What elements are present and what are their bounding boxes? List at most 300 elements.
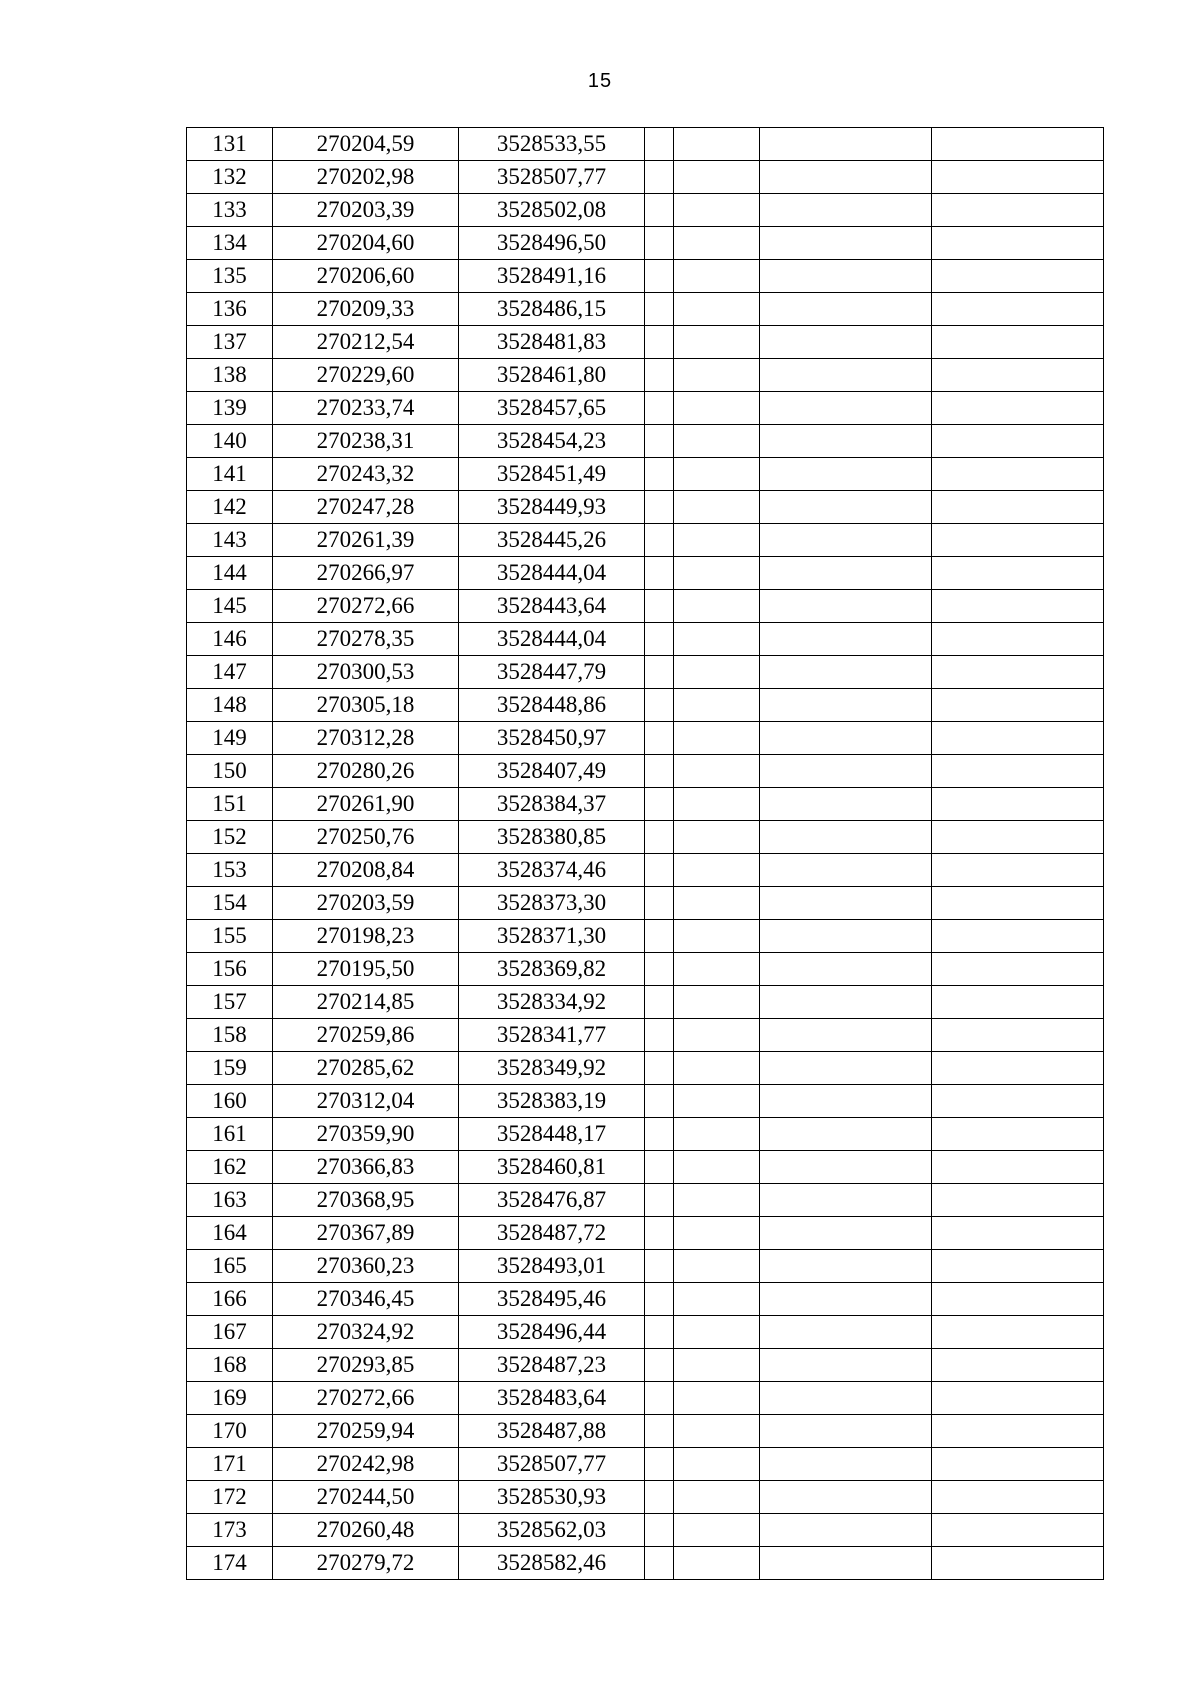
empty-cell [674,1283,760,1316]
empty-cell [760,656,932,689]
point-number-cell: 153 [187,854,273,887]
point-number-cell: 149 [187,722,273,755]
empty-cell [760,1349,932,1382]
table-row [187,590,1104,623]
x-coordinate-cell: 270272,66 [273,1382,459,1415]
empty-cell [932,1019,1104,1052]
x-coordinate-cell: 270259,86 [273,1019,459,1052]
x-coordinate-cell: 270285,62 [273,1052,459,1085]
empty-cell [932,524,1104,557]
point-number-cell: 135 [187,260,273,293]
point-number-cell: 132 [187,161,273,194]
y-coordinate-cell: 3528444,04 [459,557,645,590]
empty-cell [645,920,674,953]
empty-cell [760,1316,932,1349]
empty-cell [674,953,760,986]
point-number-cell: 172 [187,1481,273,1514]
empty-cell [645,1349,674,1382]
empty-cell [674,1349,760,1382]
empty-cell [645,359,674,392]
empty-cell [932,161,1104,194]
point-number-cell: 152 [187,821,273,854]
empty-cell [760,887,932,920]
empty-cell [645,689,674,722]
x-coordinate-cell: 270214,85 [273,986,459,1019]
empty-cell [932,1514,1104,1547]
empty-cell [645,623,674,656]
y-coordinate-cell: 3528450,97 [459,722,645,755]
empty-cell [932,458,1104,491]
empty-cell [674,1250,760,1283]
empty-cell [645,293,674,326]
empty-cell [932,1415,1104,1448]
empty-cell [645,1514,674,1547]
empty-cell [932,1151,1104,1184]
empty-cell [932,392,1104,425]
empty-cell [760,1019,932,1052]
empty-cell [932,293,1104,326]
empty-cell [932,689,1104,722]
table-row [187,392,1104,425]
empty-cell [760,194,932,227]
y-coordinate-cell: 3528454,23 [459,425,645,458]
empty-cell [645,194,674,227]
x-coordinate-cell: 270238,31 [273,425,459,458]
empty-cell [760,722,932,755]
empty-cell [932,1118,1104,1151]
empty-cell [932,326,1104,359]
table-row [187,260,1104,293]
y-coordinate-cell: 3528487,72 [459,1217,645,1250]
empty-cell [645,986,674,1019]
empty-cell [932,953,1104,986]
x-coordinate-cell: 270324,92 [273,1316,459,1349]
empty-cell [760,755,932,788]
point-number-cell: 134 [187,227,273,260]
point-number-cell: 167 [187,1316,273,1349]
empty-cell [932,1283,1104,1316]
empty-cell [645,392,674,425]
empty-cell [645,1118,674,1151]
empty-cell [932,887,1104,920]
empty-cell [674,392,760,425]
empty-cell [645,1184,674,1217]
empty-cell [674,260,760,293]
point-number-cell: 142 [187,491,273,524]
y-coordinate-cell: 3528491,16 [459,260,645,293]
empty-cell [674,1052,760,1085]
point-number-cell: 170 [187,1415,273,1448]
empty-cell [932,1184,1104,1217]
x-coordinate-cell: 270243,32 [273,458,459,491]
x-coordinate-cell: 270242,98 [273,1448,459,1481]
empty-cell [760,1283,932,1316]
empty-cell [674,1118,760,1151]
point-number-cell: 169 [187,1382,273,1415]
x-coordinate-cell: 270280,26 [273,755,459,788]
point-number-cell: 138 [187,359,273,392]
y-coordinate-cell: 3528451,49 [459,458,645,491]
x-coordinate-cell: 270195,50 [273,953,459,986]
empty-cell [932,128,1104,161]
table-row [187,1316,1104,1349]
x-coordinate-cell: 270312,04 [273,1085,459,1118]
x-coordinate-cell: 270206,60 [273,260,459,293]
empty-cell [760,227,932,260]
empty-cell [760,623,932,656]
y-coordinate-cell: 3528449,93 [459,491,645,524]
empty-cell [932,821,1104,854]
point-number-cell: 131 [187,128,273,161]
empty-cell [932,755,1104,788]
empty-cell [645,128,674,161]
empty-cell [645,227,674,260]
y-coordinate-cell: 3528495,46 [459,1283,645,1316]
table-row [187,788,1104,821]
point-number-cell: 168 [187,1349,273,1382]
empty-cell [932,854,1104,887]
y-coordinate-cell: 3528448,17 [459,1118,645,1151]
y-coordinate-cell: 3528507,77 [459,161,645,194]
empty-cell [932,986,1104,1019]
table-row [187,854,1104,887]
empty-cell [932,1316,1104,1349]
empty-cell [760,1448,932,1481]
point-number-cell: 173 [187,1514,273,1547]
empty-cell [645,1481,674,1514]
point-number-cell: 145 [187,590,273,623]
table-row [187,821,1104,854]
empty-cell [645,161,674,194]
empty-cell [674,1217,760,1250]
empty-cell [760,920,932,953]
empty-cell [674,590,760,623]
empty-cell [932,425,1104,458]
empty-cell [645,1382,674,1415]
y-coordinate-cell: 3528496,50 [459,227,645,260]
point-number-cell: 147 [187,656,273,689]
table-row [187,524,1104,557]
point-number-cell: 159 [187,1052,273,1085]
empty-cell [674,1415,760,1448]
y-coordinate-cell: 3528445,26 [459,524,645,557]
x-coordinate-cell: 270260,48 [273,1514,459,1547]
empty-cell [645,1547,674,1580]
y-coordinate-cell: 3528460,81 [459,1151,645,1184]
empty-cell [760,491,932,524]
table-row [187,1184,1104,1217]
empty-cell [760,821,932,854]
empty-cell [645,1085,674,1118]
empty-cell [932,359,1104,392]
empty-cell [645,656,674,689]
empty-cell [674,887,760,920]
empty-cell [674,227,760,260]
empty-cell [674,1184,760,1217]
x-coordinate-cell: 270203,39 [273,194,459,227]
x-coordinate-cell: 270300,53 [273,656,459,689]
empty-cell [760,1052,932,1085]
y-coordinate-cell: 3528371,30 [459,920,645,953]
table-row [187,458,1104,491]
empty-cell [645,590,674,623]
table-row [187,1283,1104,1316]
empty-cell [674,854,760,887]
y-coordinate-cell: 3528476,87 [459,1184,645,1217]
point-number-cell: 146 [187,623,273,656]
empty-cell [674,359,760,392]
empty-cell [674,458,760,491]
empty-cell [932,1085,1104,1118]
empty-cell [760,1547,932,1580]
empty-cell [645,1217,674,1250]
empty-cell [760,986,932,1019]
point-number-cell: 140 [187,425,273,458]
table-row [187,953,1104,986]
point-number-cell: 158 [187,1019,273,1052]
empty-cell [674,689,760,722]
empty-cell [645,1316,674,1349]
y-coordinate-cell: 3528562,03 [459,1514,645,1547]
empty-cell [932,590,1104,623]
empty-cell [645,821,674,854]
empty-cell [674,1382,760,1415]
table-row [187,557,1104,590]
empty-cell [760,326,932,359]
y-coordinate-cell: 3528443,64 [459,590,645,623]
empty-cell [760,788,932,821]
y-coordinate-cell: 3528384,37 [459,788,645,821]
y-coordinate-cell: 3528369,82 [459,953,645,986]
point-number-cell: 161 [187,1118,273,1151]
point-number-cell: 174 [187,1547,273,1580]
table-row [187,755,1104,788]
y-coordinate-cell: 3528481,83 [459,326,645,359]
empty-cell [645,887,674,920]
empty-cell [645,557,674,590]
point-number-cell: 143 [187,524,273,557]
y-coordinate-cell: 3528502,08 [459,194,645,227]
y-coordinate-cell: 3528407,49 [459,755,645,788]
empty-cell [760,557,932,590]
table-row [187,1217,1104,1250]
empty-cell [932,1217,1104,1250]
point-number-cell: 141 [187,458,273,491]
coordinates-table [186,127,1104,1580]
empty-cell [760,128,932,161]
y-coordinate-cell: 3528487,23 [459,1349,645,1382]
y-coordinate-cell: 3528349,92 [459,1052,645,1085]
empty-cell [674,623,760,656]
x-coordinate-cell: 270305,18 [273,689,459,722]
x-coordinate-cell: 270278,35 [273,623,459,656]
x-coordinate-cell: 270209,33 [273,293,459,326]
x-coordinate-cell: 270244,50 [273,1481,459,1514]
x-coordinate-cell: 270247,28 [273,491,459,524]
empty-cell [645,1151,674,1184]
y-coordinate-cell: 3528530,93 [459,1481,645,1514]
y-coordinate-cell: 3528373,30 [459,887,645,920]
point-number-cell: 171 [187,1448,273,1481]
y-coordinate-cell: 3528582,46 [459,1547,645,1580]
x-coordinate-cell: 270204,59 [273,128,459,161]
table-row [187,326,1104,359]
y-coordinate-cell: 3528483,64 [459,1382,645,1415]
empty-cell [674,722,760,755]
empty-cell [674,557,760,590]
empty-cell [760,1217,932,1250]
empty-cell [760,689,932,722]
x-coordinate-cell: 270360,23 [273,1250,459,1283]
empty-cell [674,293,760,326]
empty-cell [932,1349,1104,1382]
point-number-cell: 139 [187,392,273,425]
empty-cell [645,722,674,755]
empty-cell [674,326,760,359]
table-row [187,1415,1104,1448]
table-row [187,1481,1104,1514]
point-number-cell: 156 [187,953,273,986]
empty-cell [674,194,760,227]
coordinates-table-body [187,128,1104,1580]
point-number-cell: 136 [187,293,273,326]
empty-cell [674,1448,760,1481]
empty-cell [932,920,1104,953]
empty-cell [932,788,1104,821]
table-row [187,491,1104,524]
table-row [187,1382,1104,1415]
table-row [187,1514,1104,1547]
empty-cell [674,1514,760,1547]
empty-cell [932,1547,1104,1580]
x-coordinate-cell: 270261,39 [273,524,459,557]
empty-cell [674,755,760,788]
empty-cell [932,656,1104,689]
empty-cell [645,1448,674,1481]
empty-cell [932,1250,1104,1283]
table-row [187,623,1104,656]
y-coordinate-cell: 3528507,77 [459,1448,645,1481]
x-coordinate-cell: 270250,76 [273,821,459,854]
empty-cell [645,524,674,557]
empty-cell [674,1085,760,1118]
empty-cell [645,854,674,887]
y-coordinate-cell: 3528334,92 [459,986,645,1019]
point-number-cell: 137 [187,326,273,359]
point-number-cell: 160 [187,1085,273,1118]
x-coordinate-cell: 270359,90 [273,1118,459,1151]
empty-cell [645,755,674,788]
empty-cell [645,1415,674,1448]
x-coordinate-cell: 270202,98 [273,161,459,194]
empty-cell [932,722,1104,755]
empty-cell [674,491,760,524]
table-row [187,1250,1104,1283]
point-number-cell: 150 [187,755,273,788]
x-coordinate-cell: 270312,28 [273,722,459,755]
empty-cell [645,1052,674,1085]
empty-cell [674,788,760,821]
y-coordinate-cell: 3528341,77 [459,1019,645,1052]
x-coordinate-cell: 270266,97 [273,557,459,590]
empty-cell [760,1382,932,1415]
empty-cell [760,1184,932,1217]
empty-cell [645,1283,674,1316]
empty-cell [760,1481,932,1514]
x-coordinate-cell: 270368,95 [273,1184,459,1217]
empty-cell [760,1085,932,1118]
table-row [187,722,1104,755]
point-number-cell: 151 [187,788,273,821]
x-coordinate-cell: 270366,83 [273,1151,459,1184]
table-row [187,1151,1104,1184]
y-coordinate-cell: 3528493,01 [459,1250,645,1283]
table-row [187,359,1104,392]
empty-cell [645,425,674,458]
point-number-cell: 154 [187,887,273,920]
empty-cell [674,524,760,557]
empty-cell [674,128,760,161]
empty-cell [760,425,932,458]
empty-cell [674,161,760,194]
table-row [187,161,1104,194]
x-coordinate-cell: 270259,94 [273,1415,459,1448]
empty-cell [932,194,1104,227]
empty-cell [674,986,760,1019]
table-row [187,1448,1104,1481]
empty-cell [932,1481,1104,1514]
empty-cell [645,326,674,359]
empty-cell [932,227,1104,260]
empty-cell [760,1118,932,1151]
empty-cell [674,1481,760,1514]
point-number-cell: 166 [187,1283,273,1316]
empty-cell [645,260,674,293]
x-coordinate-cell: 270279,72 [273,1547,459,1580]
y-coordinate-cell: 3528383,19 [459,1085,645,1118]
y-coordinate-cell: 3528374,46 [459,854,645,887]
empty-cell [932,1382,1104,1415]
y-coordinate-cell: 3528486,15 [459,293,645,326]
table-row [187,425,1104,458]
y-coordinate-cell: 3528496,44 [459,1316,645,1349]
table-row [187,1052,1104,1085]
table-row [187,1349,1104,1382]
empty-cell [760,161,932,194]
table-row [187,689,1104,722]
empty-cell [674,920,760,953]
empty-cell [760,1151,932,1184]
empty-cell [760,1514,932,1547]
x-coordinate-cell: 270198,23 [273,920,459,953]
table-row [187,887,1104,920]
empty-cell [760,293,932,326]
empty-cell [760,590,932,623]
x-coordinate-cell: 270261,90 [273,788,459,821]
table-row [187,227,1104,260]
point-number-cell: 133 [187,194,273,227]
x-coordinate-cell: 270212,54 [273,326,459,359]
point-number-cell: 155 [187,920,273,953]
y-coordinate-cell: 3528487,88 [459,1415,645,1448]
empty-cell [932,260,1104,293]
empty-cell [760,392,932,425]
table-row [187,128,1104,161]
table-row [187,293,1104,326]
table-row [187,1547,1104,1580]
empty-cell [645,458,674,491]
point-number-cell: 157 [187,986,273,1019]
